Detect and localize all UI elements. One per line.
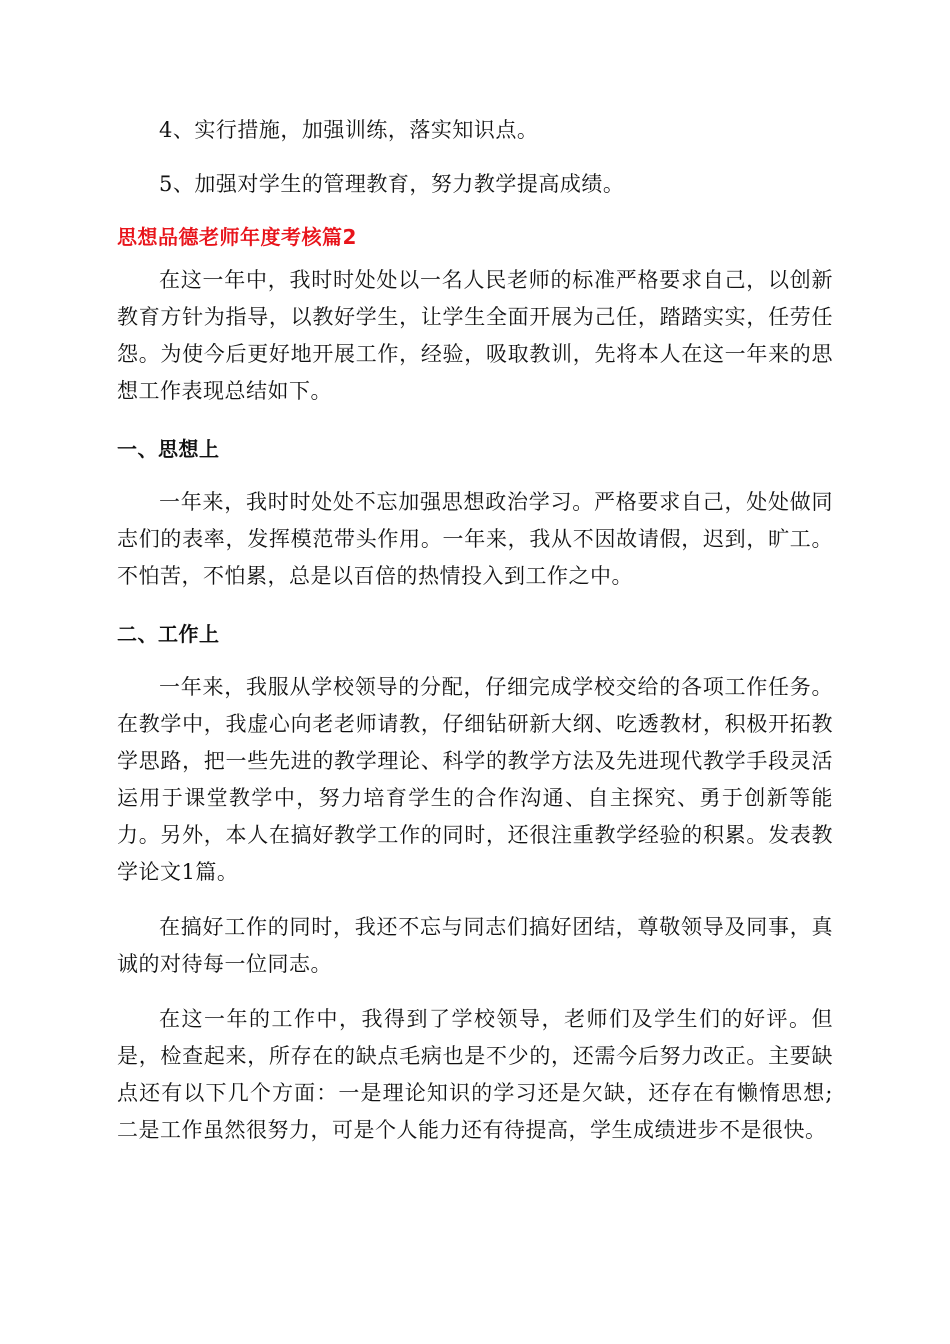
part1-heading: 一、思想上: [117, 437, 220, 461]
part2-paragraph-1: 一年来，我服从学校领导的分配，仔细完成学校交给的各项工作任务。在教学中，我虚心向老老师请教，仔细钻研新大纲、吃透教材，积极开拓教学思路，把一些先进的教学理论、科学的教学方法及先进现代教学手段灵活运用于课堂教学中，努力培育学生的合作沟通、自主探究、勇于创新等能力。另外，本人在搞好教学工作的同时，还很注重教学经验的积累。发表教学论文1篇。: [117, 675, 833, 884]
part1-paragraph: 一年来，我时时处处不忘加强思想政治学习。严格要求自己，处处做同志们的表率，发挥模范带头作用。一年来，我从不因故请假，迟到，旷工。不怕苦，不怕累，总是以百倍的热情投入到工作之中。: [117, 490, 833, 588]
document-page: [117, 112, 833, 1167]
part2-heading: 二、工作上: [117, 622, 220, 646]
list-item-4: 4、实行措施，加强训练，落实知识点。: [159, 118, 539, 142]
part2-paragraph-2: 在搞好工作的同时，我还不忘与同志们搞好团结，尊敬领导及同事，真诚的对待每一位同志。: [117, 915, 833, 976]
section-title: 思想品德老师年度考核篇2: [117, 225, 357, 249]
list-item-5: 5、加强对学生的管理教育，努力教学提高成绩。: [159, 172, 625, 196]
part2-paragraph-3: 在这一年的工作中，我得到了学校领导，老师们及学生们的好评。但是，检查起来，所存在的缺点毛病也是不少的，还需今后努力改正。主要缺点还有以下几个方面：一是理论知识的学习还是欠缺，还存在有懒惰思想;二是工作虽然很努力，可是个人能力还有待提高，学生成绩进步不是很快。: [117, 1007, 833, 1142]
intro-paragraph: 在这一年中，我时时处处以一名人民老师的标准严格要求自己，以创新教育方针为指导，以教好学生，让学生全面开展为己任，踏踏实实，任劳任怨。为使今后更好地开展工作，经验，吸取教训，先将本人在这一年来的思想工作表现总结如下。: [117, 268, 833, 403]
